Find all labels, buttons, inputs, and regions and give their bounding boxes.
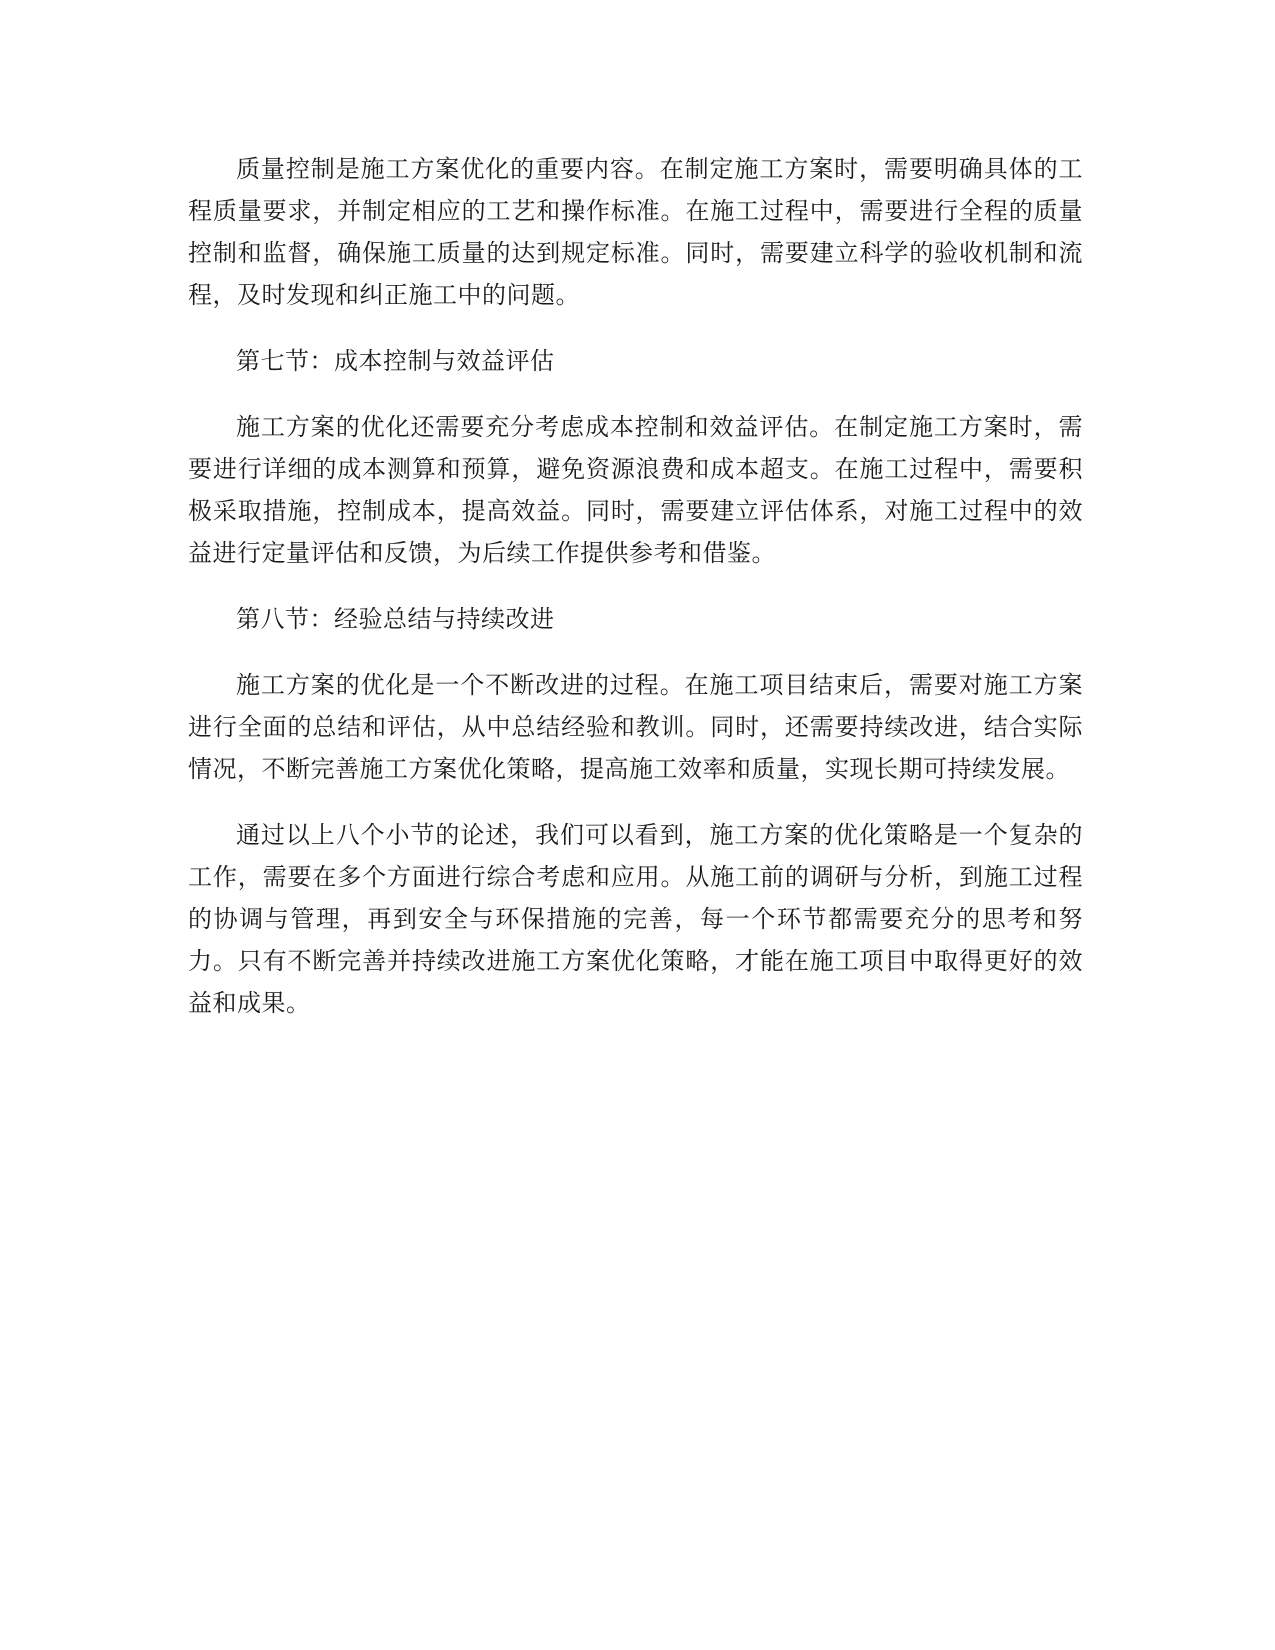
paragraph-cost-control: 施工方案的优化还需要充分考虑成本控制和效益评估。在制定施工方案时，需要进行详细的成本测算和预算，避免资源浪费和成本超支。在施工过程中，需要积极采取措施，控制成本，提高效益。同时，需要建立评估体系，对施工过程中的效益进行定量评估和反馈，为后续工作提供参考和借鉴。 xyxy=(188,413,1083,567)
section-heading-8: 第八节：经验总结与持续改进 xyxy=(236,605,555,633)
paragraph-quality-control: 质量控制是施工方案优化的重要内容。在制定施工方案时，需要明确具体的工程质量要求，并制定相应的工艺和操作标准。在施工过程中，需要进行全程的质量控制和监督，确保施工质量的达到规定标准。同时，需要建立科学的验收机制和流程，及时发现和纠正施工中的问题。 xyxy=(188,155,1083,309)
paragraph-continuous-improvement: 施工方案的优化是一个不断改进的过程。在施工项目结束后，需要对施工方案进行全面的总结和评估，从中总结经验和教训。同时，还需要持续改进，结合实际情况，不断完善施工方案优化策略，提高施工效率和质量，实现长期可持续发展。 xyxy=(188,671,1083,783)
document-body xyxy=(188,148,1083,1048)
paragraph-conclusion: 通过以上八个小节的论述，我们可以看到，施工方案的优化策略是一个复杂的工作，需要在多个方面进行综合考虑和应用。从施工前的调研与分析，到施工过程的协调与管理，再到安全与环保措施的完善，每一个环节都需要充分的思考和努力。只有不断完善并持续改进施工方案优化策略，才能在施工项目中取得更好的效益和成果。 xyxy=(188,821,1083,1017)
section-heading-7: 第七节：成本控制与效益评估 xyxy=(236,347,555,375)
